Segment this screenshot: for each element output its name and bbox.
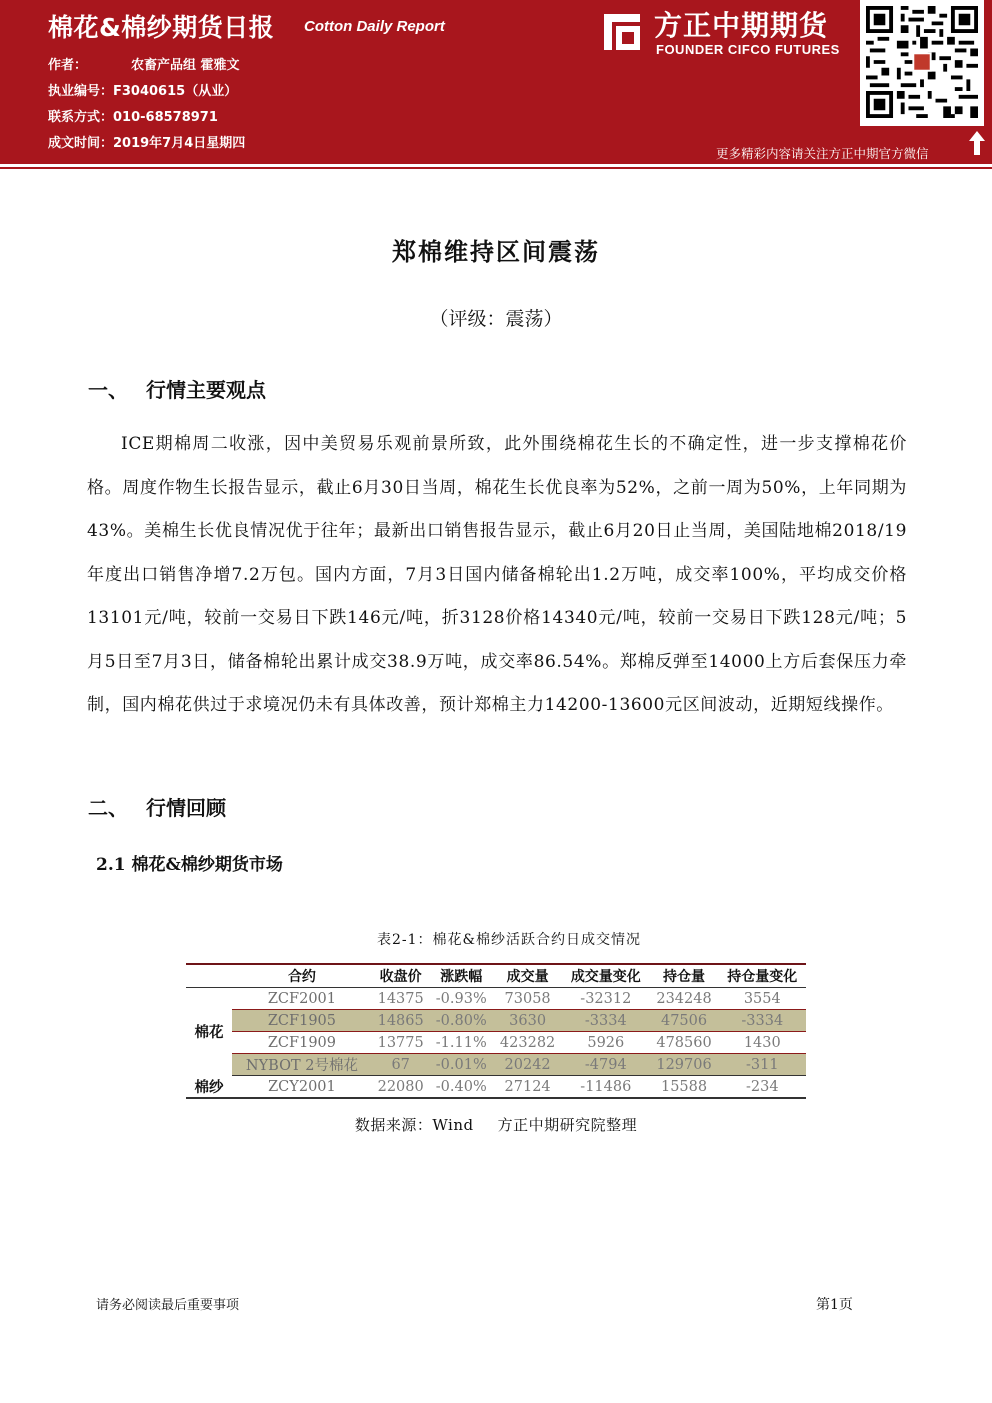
volume-cell: 423282 <box>493 1032 562 1054</box>
key-view-paragraph: ICE期棉周二收涨，因中美贸易乐观前景所致，此外围绕棉花生长的不确定性，进一步支撑棉花价格。周度作物生长报告显示，截止6月30日当周，棉花生长优良率为52%，之前一周为50%，上年同期为43%。美棉生长优良情况优于往年；最新出口销售报告显示，截止6月20日止当周，美国陆地棉2018/19年度出口销售净增7.2万包。国内方面，7月3日国内储备棉轮出1.2万吨，成交率100%，平均成交价格13101元/吨，较前一交易日下跌146元/吨，折3128价格14340元/吨，较前一交易日下跌128元/吨；5月5日至7月3日，储备棉轮出累计成交38.9万吨，成交率86.54%。郑棉反弹至14000上方后套保压力牵制，国内棉花供过于求境况仍未有具体改善，预计郑棉主力14200-13600元区间波动，近期短线操作。 <box>87 434 907 715</box>
page-number: 第1页 <box>816 1297 853 1313</box>
column-header: 涨跌幅 <box>429 964 493 988</box>
change-cell: -0.93% <box>429 988 493 1010</box>
open-interest-cell: 478560 <box>650 1032 719 1054</box>
open-interest-cell: 47506 <box>650 1010 719 1032</box>
volume-change-cell: -4794 <box>562 1054 649 1076</box>
group-label-yarn: 棉纱 <box>194 1078 224 1096</box>
volume-change-cell: -3334 <box>562 1010 649 1032</box>
volume-change-cell: -32312 <box>562 988 649 1010</box>
oi-change-cell: -234 <box>746 1078 779 1095</box>
founder-logo-icon <box>600 10 644 54</box>
close-cell: 13775 <box>372 1032 430 1054</box>
header-divider-thin <box>0 167 992 169</box>
open-interest-cell: 234248 <box>650 988 719 1010</box>
change-cell: -0.80% <box>429 1010 493 1032</box>
section-heading-1 <box>88 374 266 403</box>
brand-name-cn: 方正中期期货 <box>654 9 829 42</box>
close-cell: 14375 <box>372 988 430 1010</box>
volume-cell: 73058 <box>493 988 562 1010</box>
open-interest-cell: 15588 <box>660 1078 708 1095</box>
footer-disclaimer: 请务必阅读最后重要事项 <box>96 1298 240 1313</box>
arrow-up-icon <box>968 130 986 160</box>
column-header: 持仓量变化 <box>719 964 806 988</box>
close-cell: 22080 <box>377 1078 424 1095</box>
change-cell: -1.11% <box>429 1032 493 1054</box>
subsection-heading: 2.1 棉花&棉纱期货市场 <box>96 855 283 875</box>
table-row <box>186 1010 806 1032</box>
contracts-table <box>186 963 806 1099</box>
report-header <box>0 0 992 164</box>
contract-cell: ZCF1905 <box>232 1010 372 1032</box>
oi-change-cell: -3334 <box>719 1010 806 1032</box>
header-blank <box>186 964 232 988</box>
volume-change-cell: -11486 <box>580 1078 632 1095</box>
section-title: 行情回顾 <box>146 796 226 820</box>
change-cell: -0.40% <box>435 1078 487 1095</box>
table-row <box>186 1076 806 1099</box>
date-line: 成文时间：2019年7月4日星期四 <box>48 136 246 151</box>
volume-cell: 3630 <box>493 1010 562 1032</box>
oi-change-cell: -311 <box>719 1054 806 1076</box>
close-cell: 67 <box>372 1054 430 1076</box>
column-header: 收盘价 <box>372 964 430 988</box>
document-rating: （评级：震荡） <box>429 308 563 330</box>
group-label-cotton: 棉花 <box>194 1024 224 1042</box>
author-line <box>48 54 240 73</box>
report-subtitle: Cotton Daily Report <box>304 18 445 35</box>
column-header: 持仓量 <box>650 964 719 988</box>
table-row <box>186 1054 806 1076</box>
wechat-follow-note: 更多精彩内容请关注方正中期官方微信 <box>716 146 929 161</box>
column-header: 合约 <box>232 964 372 988</box>
qr-code-icon <box>866 6 978 118</box>
table-row <box>186 1032 806 1054</box>
close-cell: 14865 <box>372 1010 430 1032</box>
section-title: 行情主要观点 <box>146 378 266 402</box>
section-number: 二、 <box>88 796 128 820</box>
volume-cell: 20242 <box>493 1054 562 1076</box>
volume-cell: 27124 <box>504 1078 551 1095</box>
volume-change-cell: 5926 <box>562 1032 649 1054</box>
oi-change-cell: 3554 <box>719 988 806 1010</box>
section-number: 一、 <box>88 378 128 402</box>
brand-name-en: FOUNDER CIFCO FUTURES <box>656 42 840 57</box>
contact-line: 联系方式：010-68578971 <box>48 110 218 125</box>
author-label: 作者： <box>48 58 88 73</box>
contract-cell: ZCY2001 <box>268 1078 336 1095</box>
table-caption: 表2-1：棉花&棉纱活跃合约日成交情况 <box>376 932 641 948</box>
table-source-note <box>0 1114 992 1135</box>
table-header-row <box>186 964 806 988</box>
change-cell: -0.01% <box>429 1054 493 1076</box>
source-label: 数据来源：Wind <box>354 1116 474 1134</box>
wechat-qr-code <box>860 0 984 126</box>
column-header: 成交量 <box>493 964 562 988</box>
author-value: 农畜产品组 霍雅文 <box>131 58 240 73</box>
license-line: 执业编号：F3040615（从业） <box>48 84 238 99</box>
column-header: 成交量变化 <box>562 964 649 988</box>
contract-cell: ZCF2001 <box>232 988 372 1010</box>
source-org: 方正中期研究院整理 <box>497 1116 638 1134</box>
report-title: 棉花&棉纱期货日报 <box>48 13 275 42</box>
contract-cell: NYBOT 2号棉花 <box>232 1054 372 1076</box>
section-heading-2 <box>88 792 226 821</box>
oi-change-cell: 1430 <box>719 1032 806 1054</box>
contract-cell: ZCF1909 <box>232 1032 372 1054</box>
table-row <box>186 988 806 1010</box>
document-title: 郑棉维持区间震荡 <box>392 237 600 266</box>
open-interest-cell: 129706 <box>650 1054 719 1076</box>
